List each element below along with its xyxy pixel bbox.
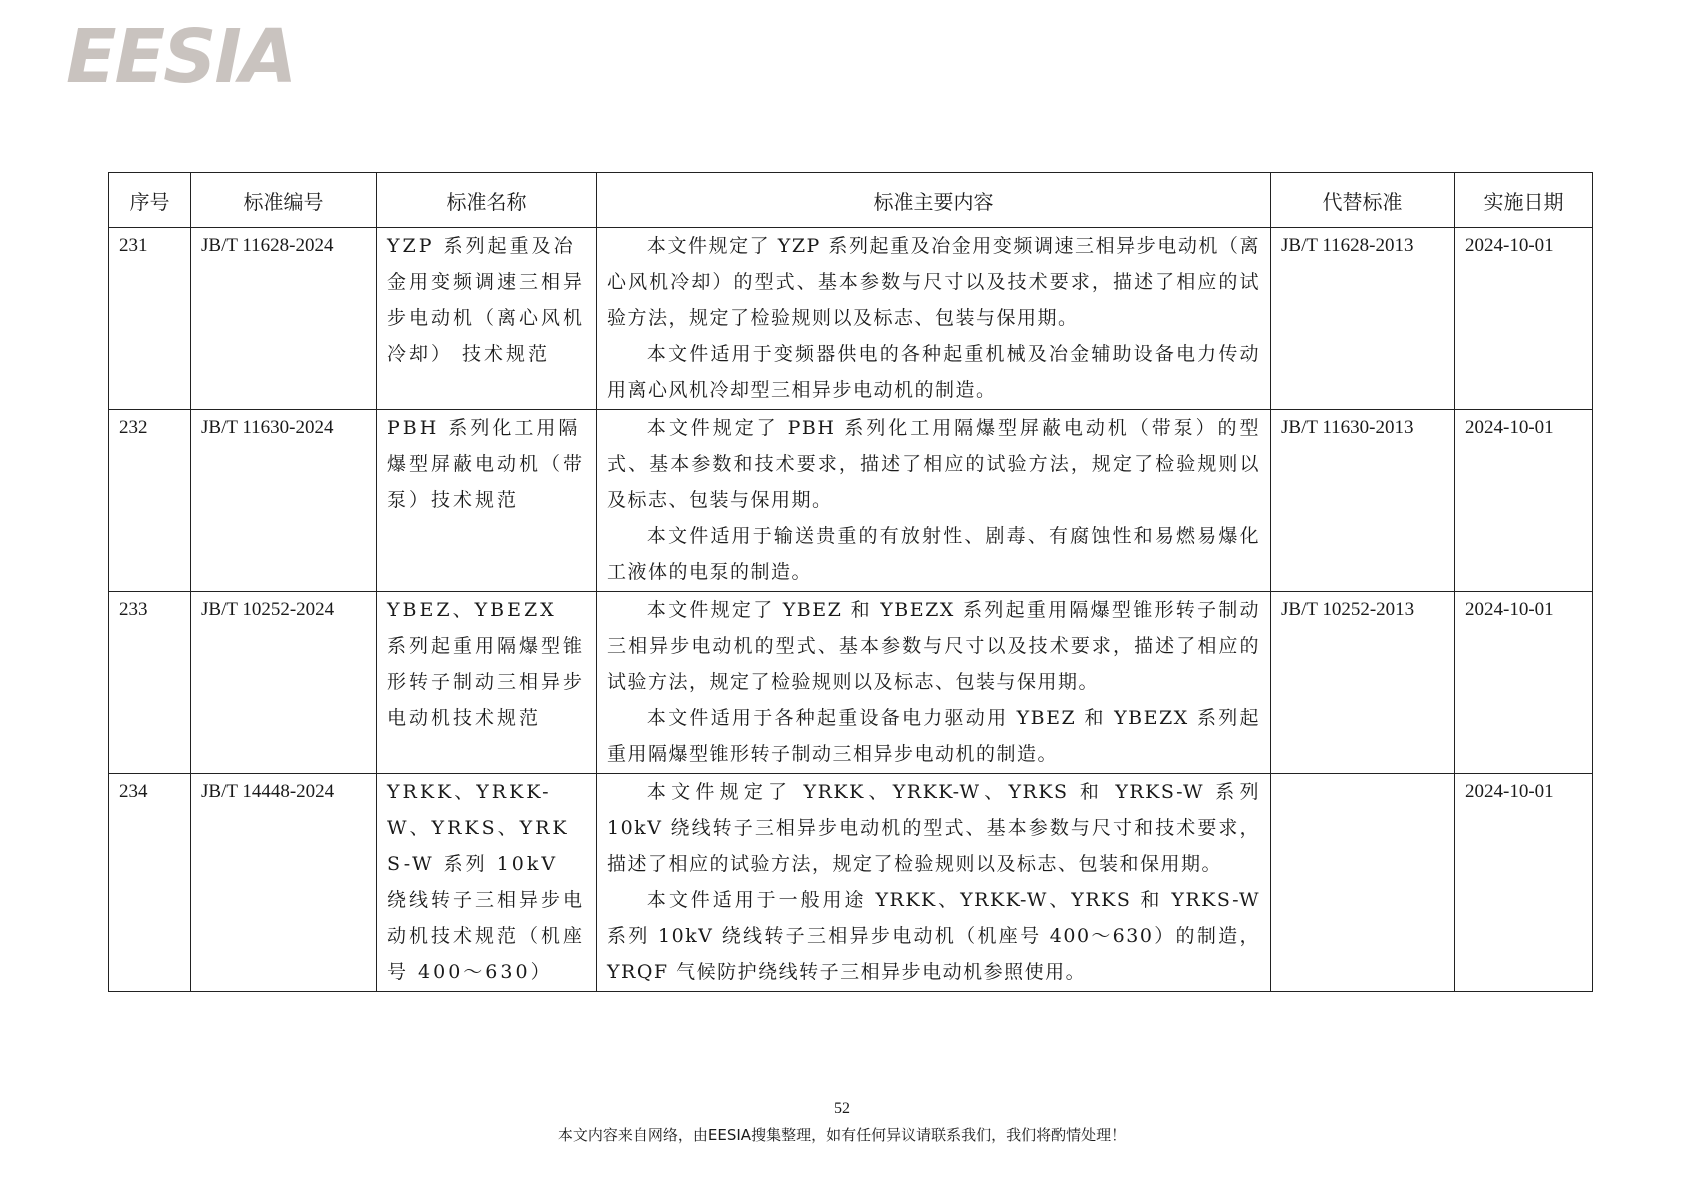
table-row <box>109 774 1593 992</box>
row-date: 2024-10-01 <box>1455 774 1593 992</box>
row-name: YBEZ、YBEZX 系列起重用隔爆型锥形转子制动三相异步电动机技术规范 <box>377 592 597 774</box>
row-date: 2024-10-01 <box>1455 410 1593 592</box>
content-paragraph: 本文件适用于一般用途 YRKK、YRKK-W、YRKS 和 YRKS-W 系列 10kV 绕线转子三相异步电动机（机座号 400～630）的制造，YRQF 气候防护绕线转子三相异步电动机参照使用。 <box>607 889 1260 983</box>
footer-disclaimer: 本文内容来自网络，由EESIA搜集整理，如有任何异议请联系我们，我们将酌情处理！ <box>557 1126 1127 1144</box>
row-date: 2024-10-01 <box>1455 592 1593 774</box>
header-date: 实施日期 <box>1455 173 1593 228</box>
row-content <box>597 228 1271 410</box>
header-code: 标准编号 <box>191 173 377 228</box>
row-replaced <box>1271 774 1455 992</box>
row-content <box>597 410 1271 592</box>
row-content <box>597 592 1271 774</box>
eesia-logo: EESIA <box>66 14 296 100</box>
row-code: JB/T 14448-2024 <box>191 774 377 992</box>
row-no: 233 <box>109 592 191 774</box>
header-name: 标准名称 <box>377 173 597 228</box>
content-paragraph: 本文件适用于各种起重设备电力驱动用 YBEZ 和 YBEZX 系列起重用隔爆型锥形转子制动三相异步电动机的制造。 <box>607 707 1260 765</box>
header-content: 标准主要内容 <box>597 173 1271 228</box>
table-row <box>109 592 1593 774</box>
row-content <box>597 774 1271 992</box>
row-code: JB/T 10252-2024 <box>191 592 377 774</box>
header-replaced: 代替标准 <box>1271 173 1455 228</box>
header-no: 序号 <box>109 173 191 228</box>
content-paragraph: 本文件规定了 YZP 系列起重及冶金用变频调速三相异步电动机（离心风机冷却）的型式、基本参数与尺寸以及技术要求，描述了相应的试验方法，规定了检验规则以及标志、包装与保用期。 <box>607 235 1260 329</box>
standards-table <box>108 172 1593 992</box>
row-name: YRKK、YRKK-W、YRKS、YRKS-W 系列 10kV 绕线转子三相异步电动机技术规范（机座号 400～630） <box>377 774 597 992</box>
row-code: JB/T 11628-2024 <box>191 228 377 410</box>
row-no: 231 <box>109 228 191 410</box>
content-paragraph: 本文件适用于变频器供电的各种起重机械及冶金辅助设备电力传动用离心风机冷却型三相异步电动机的制造。 <box>607 343 1260 401</box>
content-paragraph: 本文件适用于输送贵重的有放射性、剧毒、有腐蚀性和易燃易爆化工液体的电泵的制造。 <box>607 525 1260 583</box>
row-no: 232 <box>109 410 191 592</box>
row-date: 2024-10-01 <box>1455 228 1593 410</box>
table-row <box>109 228 1593 410</box>
row-replaced: JB/T 10252-2013 <box>1271 592 1455 774</box>
page-number: 52 <box>834 1100 850 1117</box>
row-replaced: JB/T 11630-2013 <box>1271 410 1455 592</box>
row-name: YZP 系列起重及冶金用变频调速三相异步电动机（离心风机冷却） 技术规范 <box>377 228 597 410</box>
row-code: JB/T 11630-2024 <box>191 410 377 592</box>
content-paragraph: 本文件规定了 PBH 系列化工用隔爆型屏蔽电动机（带泵）的型式、基本参数和技术要求，描述了相应的试验方法，规定了检验规则以及标志、包装与保用期。 <box>607 417 1260 511</box>
table-header-row <box>109 173 1593 228</box>
table-row <box>109 410 1593 592</box>
row-name: PBH 系列化工用隔爆型屏蔽电动机（带泵）技术规范 <box>377 410 597 592</box>
content-paragraph: 本文件规定了 YRKK、YRKK-W、YRKS 和 YRKS-W 系列 10kV 绕线转子三相异步电动机的型式、基本参数与尺寸和技术要求，描述了相应的试验方法，规定了检验规则以及标志、包装和保用期。 <box>607 781 1260 875</box>
row-no: 234 <box>109 774 191 992</box>
row-replaced: JB/T 11628-2013 <box>1271 228 1455 410</box>
content-paragraph: 本文件规定了 YBEZ 和 YBEZX 系列起重用隔爆型锥形转子制动三相异步电动机的型式、基本参数与尺寸以及技术要求，描述了相应的试验方法，规定了检验规则以及标志、包装与保用期。 <box>607 599 1260 693</box>
